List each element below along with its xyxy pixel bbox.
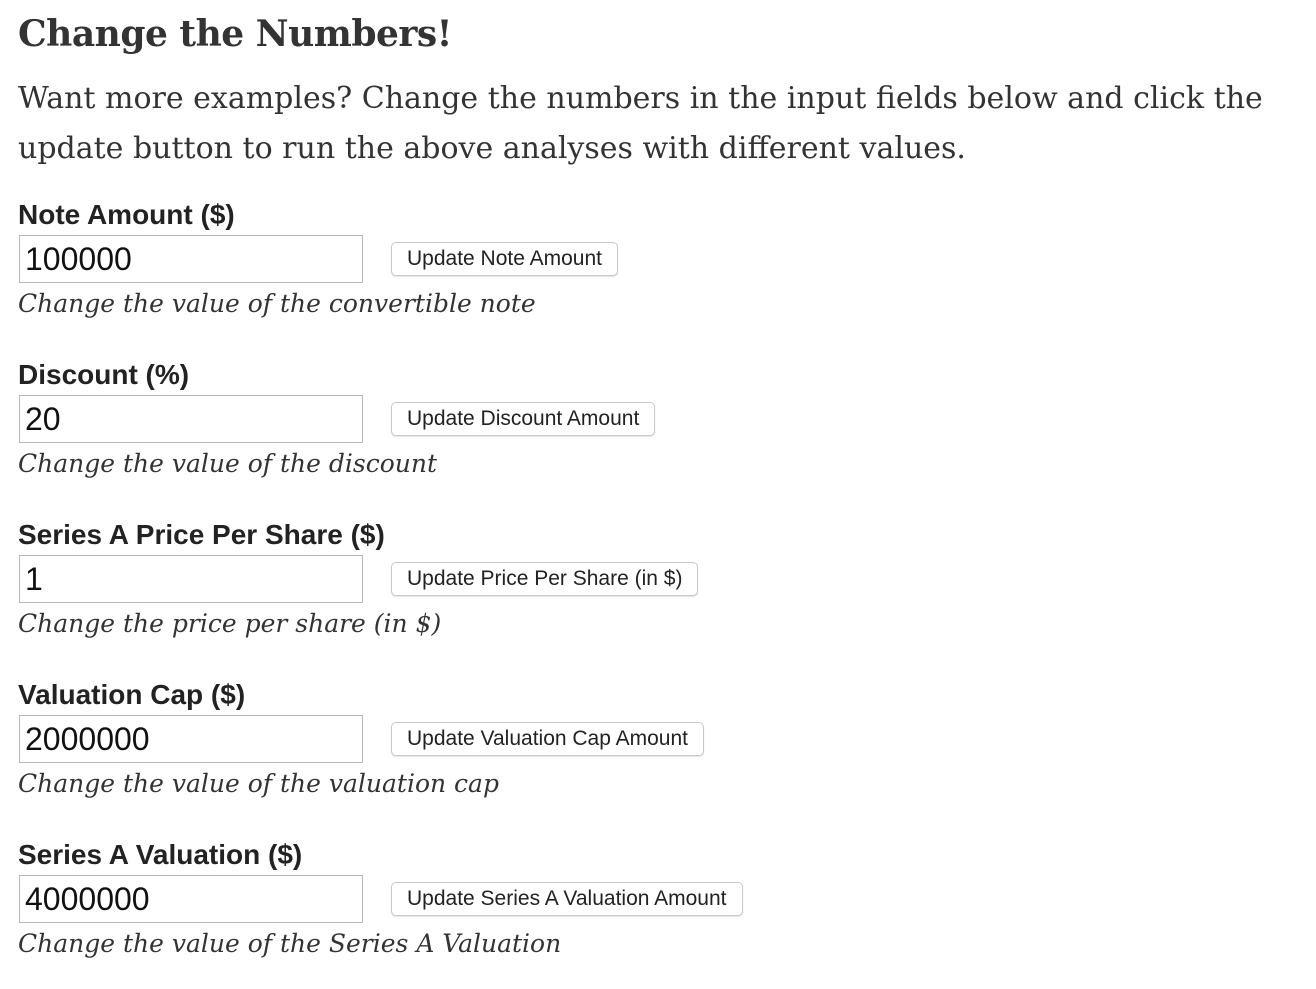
series-a-valuation-input[interactable] bbox=[19, 875, 363, 923]
discount-hint: Change the value of the discount bbox=[18, 449, 438, 478]
note-amount-field-group bbox=[18, 199, 918, 349]
update-discount-amount-button[interactable]: Update Discount Amount bbox=[391, 402, 655, 436]
update-price-per-share-button[interactable]: Update Price Per Share (in $) bbox=[391, 562, 698, 596]
valuation-cap-label: Valuation Cap ($) bbox=[18, 679, 246, 710]
price-per-share-label: Series A Price Per Share ($) bbox=[18, 519, 385, 550]
change-numbers-section bbox=[18, 0, 1308, 958]
valuation-cap-input[interactable] bbox=[19, 715, 363, 763]
price-per-share-input[interactable] bbox=[19, 555, 363, 603]
discount-input[interactable] bbox=[19, 395, 363, 443]
update-valuation-cap-amount-button[interactable]: Update Valuation Cap Amount bbox=[391, 722, 704, 756]
discount-field-group bbox=[18, 359, 918, 509]
series-a-valuation-label: Series A Valuation ($) bbox=[18, 839, 303, 870]
section-title: Change the Numbers! bbox=[18, 13, 452, 55]
update-note-amount-button[interactable]: Update Note Amount bbox=[391, 242, 618, 276]
note-amount-input[interactable] bbox=[19, 235, 363, 283]
price-per-share-field-group bbox=[18, 519, 918, 669]
series-a-valuation-field-group bbox=[18, 839, 918, 989]
update-series-a-valuation-amount-button[interactable]: Update Series A Valuation Amount bbox=[391, 882, 743, 916]
note-amount-label: Note Amount ($) bbox=[18, 199, 235, 230]
discount-label: Discount (%) bbox=[18, 359, 190, 390]
series-a-valuation-hint: Change the value of the Series A Valuation bbox=[18, 929, 562, 958]
note-amount-hint: Change the value of the convertible note bbox=[18, 289, 536, 318]
section-intro: Want more examples? Change the numbers in the input fields below and click the update button to run the above analyses with different values. bbox=[18, 81, 1263, 166]
price-per-share-hint: Change the price per share (in $) bbox=[18, 609, 442, 638]
valuation-cap-field-group bbox=[18, 679, 918, 829]
valuation-cap-hint: Change the value of the valuation cap bbox=[18, 769, 499, 798]
